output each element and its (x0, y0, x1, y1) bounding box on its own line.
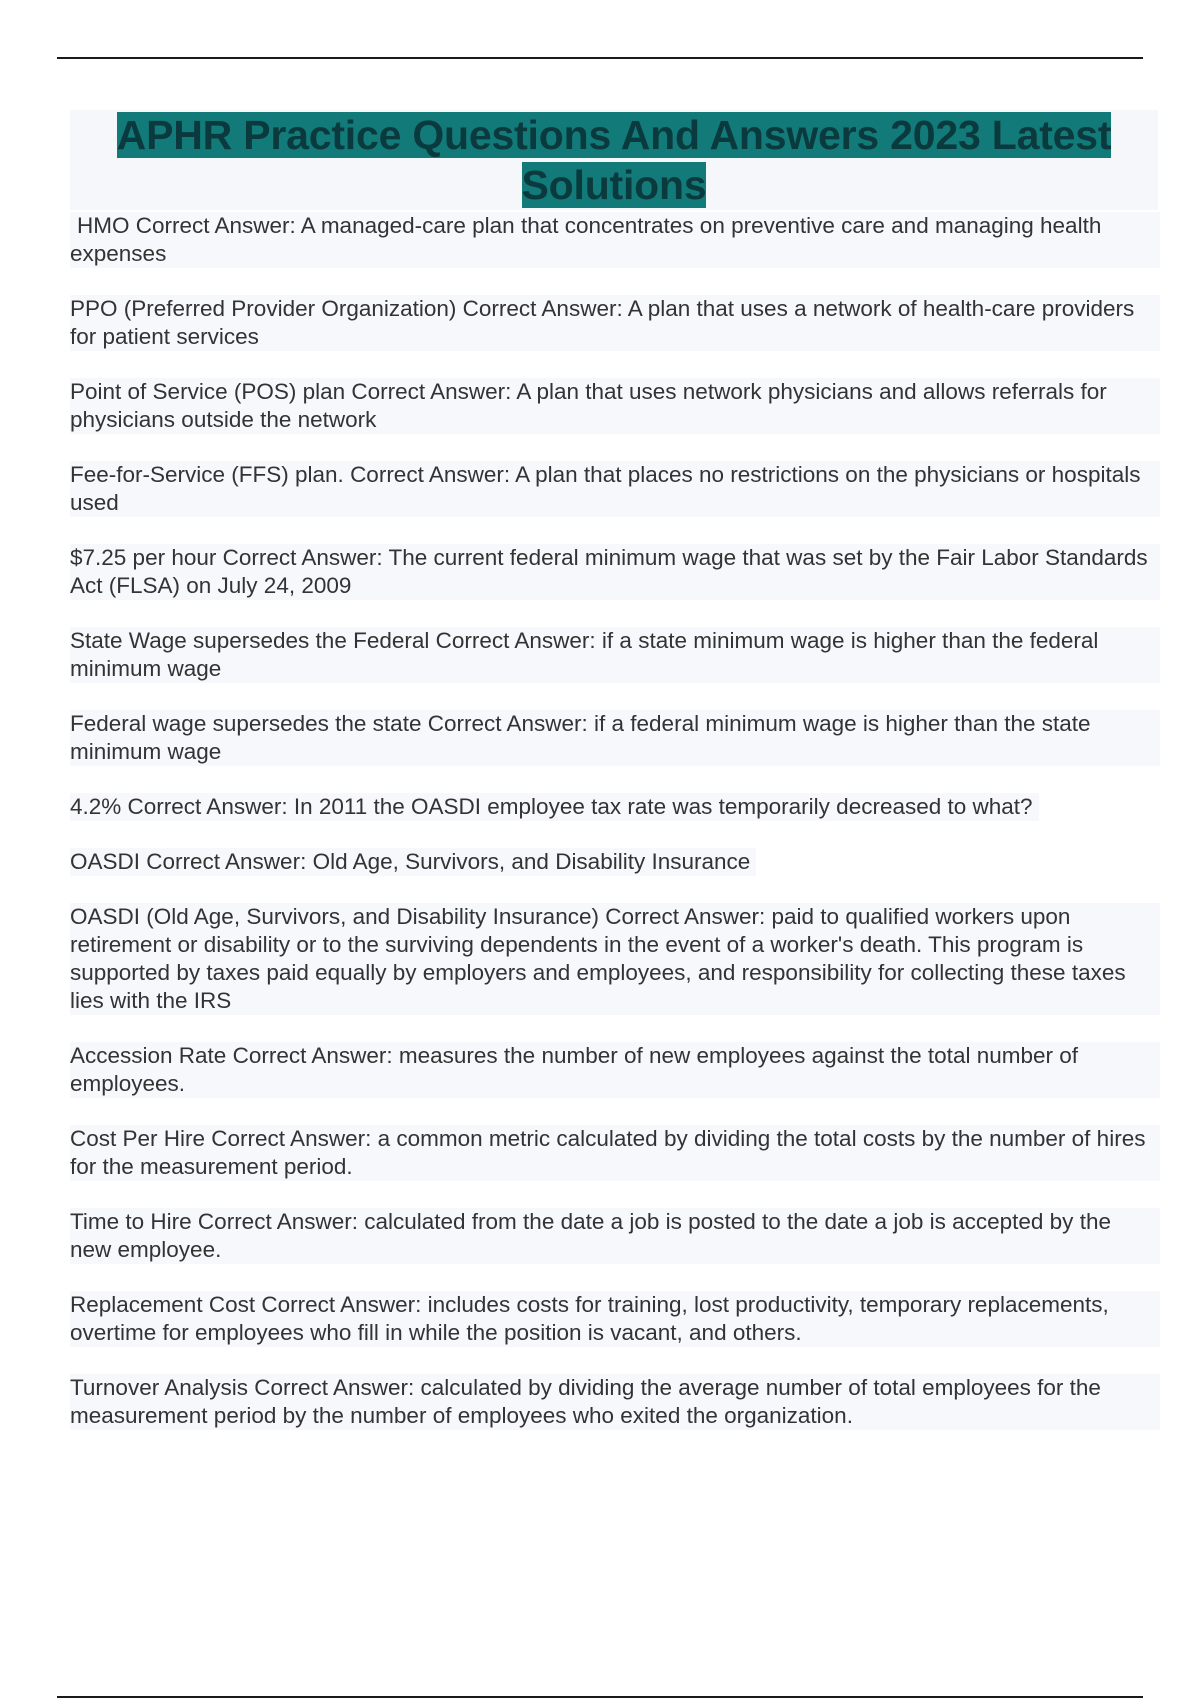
qa-list (70, 212, 1160, 1457)
qa-entry-oasdi-rate: 4.2% Correct Answer: In 2011 the OASDI employee tax rate was temporarily decreased to what? (70, 793, 1039, 821)
qa-entry-ppo: PPO (Preferred Provider Organization) Correct Answer: A plan that uses a network of health-care providers for patient services (70, 295, 1160, 351)
qa-entry-oasdi: OASDI Correct Answer: Old Age, Survivors, and Disability Insurance (70, 848, 756, 876)
qa-entry-turnover-analysis: Turnover Analysis Correct Answer: calculated by dividing the average number of total employees for the measurement period by the number of employees who exited the organization. (70, 1374, 1160, 1430)
top-rule (57, 57, 1143, 59)
qa-entry-state-wage: State Wage supersedes the Federal Correct Answer: if a state minimum wage is higher than the federal minimum wage (70, 627, 1160, 683)
qa-entry-accession-rate: Accession Rate Correct Answer: measures the number of new employees against the total number of employees. (70, 1042, 1160, 1098)
title-block (70, 110, 1158, 210)
page-title: APHR Practice Questions And Answers 2023 Latest Solutions (116, 112, 1112, 208)
qa-entry-time-to-hire: Time to Hire Correct Answer: calculated from the date a job is posted to the date a job is accepted by the new employee. (70, 1208, 1160, 1264)
qa-entry-ffs: Fee-for-Service (FFS) plan. Correct Answer: A plan that places no restrictions on the physicians or hospitals used (70, 461, 1160, 517)
qa-entry-oasdi-detail: OASDI (Old Age, Survivors, and Disability Insurance) Correct Answer: paid to qualified workers upon retirement or disability or to the surviving dependents in the event of a worker's death. This program is supported by taxes paid equally by employers and employees, and responsibility for collecting these taxes lies with the IRS (70, 903, 1160, 1015)
qa-entry-min-wage: $7.25 per hour Correct Answer: The current federal minimum wage that was set by the Fair Labor Standards Act (FLSA) on July 24, 2009 (70, 544, 1160, 600)
qa-entry-cost-per-hire: Cost Per Hire Correct Answer: a common metric calculated by dividing the total costs by the number of hires for the measurement period. (70, 1125, 1160, 1181)
qa-entry-hmo: HMO Correct Answer: A managed-care plan that concentrates on preventive care and managing health expenses (70, 212, 1160, 268)
qa-entry-federal-wage: Federal wage supersedes the state Correct Answer: if a federal minimum wage is higher than the state minimum wage (70, 710, 1160, 766)
qa-entry-pos: Point of Service (POS) plan Correct Answer: A plan that uses network physicians and allows referrals for physicians outside the network (70, 378, 1160, 434)
bottom-rule (57, 1696, 1143, 1698)
qa-entry-replacement-cost: Replacement Cost Correct Answer: includes costs for training, lost productivity, temporary replacements, overtime for employees who fill in while the position is vacant, and others. (70, 1291, 1160, 1347)
